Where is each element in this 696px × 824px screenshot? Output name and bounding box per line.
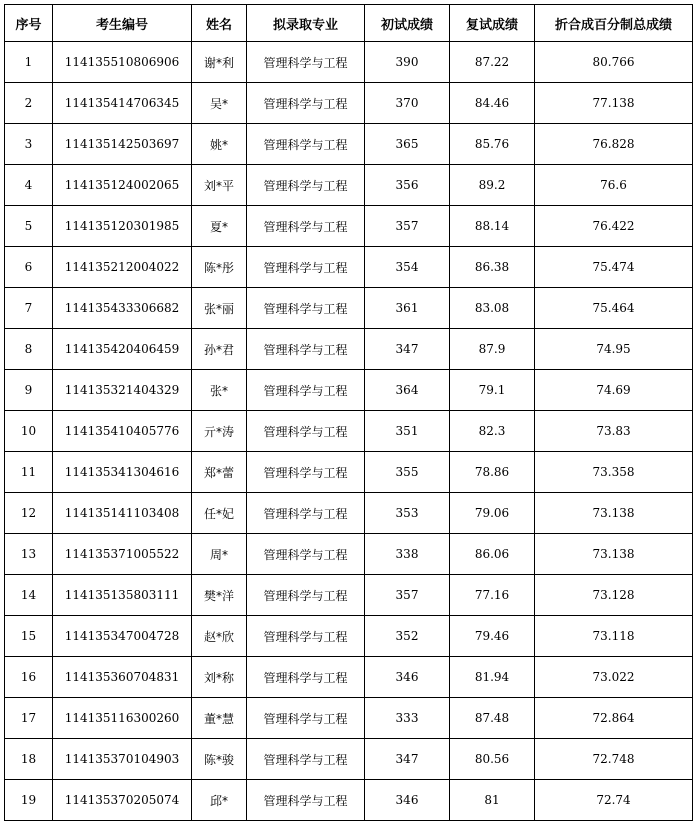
cell-total-score: 73.128 (535, 575, 693, 616)
table-row (5, 493, 693, 534)
cell-retest-score: 82.3 (450, 411, 535, 452)
cell-total-score: 73.138 (535, 493, 693, 534)
cell-initial-score: 357 (365, 206, 450, 247)
cell-seq: 3 (5, 124, 53, 165)
cell-name: 周* (192, 534, 247, 575)
cell-total-score: 72.74 (535, 780, 693, 821)
cell-initial-score: 361 (365, 288, 450, 329)
cell-total-score: 74.69 (535, 370, 693, 411)
cell-major: 管理科学与工程 (247, 534, 365, 575)
cell-candidate-id: 114135360704831 (53, 657, 192, 698)
cell-candidate-id: 114135371005522 (53, 534, 192, 575)
cell-candidate-id: 114135321404329 (53, 370, 192, 411)
cell-retest-score: 83.08 (450, 288, 535, 329)
cell-retest-score: 80.56 (450, 739, 535, 780)
cell-total-score: 73.118 (535, 616, 693, 657)
cell-candidate-id: 114135347004728 (53, 616, 192, 657)
table-body (5, 42, 693, 821)
cell-name: 陈*彤 (192, 247, 247, 288)
cell-name: 邱* (192, 780, 247, 821)
cell-initial-score: 352 (365, 616, 450, 657)
cell-initial-score: 351 (365, 411, 450, 452)
cell-major: 管理科学与工程 (247, 370, 365, 411)
cell-name: 赵*欣 (192, 616, 247, 657)
cell-candidate-id: 114135142503697 (53, 124, 192, 165)
cell-retest-score: 87.9 (450, 329, 535, 370)
cell-major: 管理科学与工程 (247, 165, 365, 206)
cell-candidate-id: 114135414706345 (53, 83, 192, 124)
cell-initial-score: 354 (365, 247, 450, 288)
table-row (5, 247, 693, 288)
cell-initial-score: 346 (365, 657, 450, 698)
cell-retest-score: 84.46 (450, 83, 535, 124)
cell-retest-score: 79.06 (450, 493, 535, 534)
cell-name: 张* (192, 370, 247, 411)
cell-major: 管理科学与工程 (247, 411, 365, 452)
cell-initial-score: 355 (365, 452, 450, 493)
cell-retest-score: 89.2 (450, 165, 535, 206)
cell-total-score: 76.422 (535, 206, 693, 247)
table-row (5, 42, 693, 83)
table-row (5, 83, 693, 124)
cell-candidate-id: 114135370104903 (53, 739, 192, 780)
cell-seq: 6 (5, 247, 53, 288)
cell-total-score: 80.766 (535, 42, 693, 83)
header-initial-score: 初试成绩 (365, 5, 450, 42)
cell-major: 管理科学与工程 (247, 247, 365, 288)
cell-seq: 16 (5, 657, 53, 698)
table-row (5, 780, 693, 821)
cell-name: 刘*称 (192, 657, 247, 698)
cell-major: 管理科学与工程 (247, 739, 365, 780)
cell-total-score: 75.474 (535, 247, 693, 288)
cell-major: 管理科学与工程 (247, 493, 365, 534)
cell-total-score: 72.864 (535, 698, 693, 739)
cell-name: 刘*平 (192, 165, 247, 206)
cell-name: 姚* (192, 124, 247, 165)
cell-name: 陈*骏 (192, 739, 247, 780)
cell-initial-score: 364 (365, 370, 450, 411)
cell-retest-score: 85.76 (450, 124, 535, 165)
cell-retest-score: 78.86 (450, 452, 535, 493)
cell-name: 张*丽 (192, 288, 247, 329)
cell-seq: 5 (5, 206, 53, 247)
cell-retest-score: 86.38 (450, 247, 535, 288)
table-row (5, 616, 693, 657)
cell-total-score: 76.6 (535, 165, 693, 206)
cell-initial-score: 365 (365, 124, 450, 165)
cell-major: 管理科学与工程 (247, 698, 365, 739)
cell-major: 管理科学与工程 (247, 452, 365, 493)
cell-seq: 19 (5, 780, 53, 821)
cell-name: 郑*蕾 (192, 452, 247, 493)
cell-candidate-id: 114135433306682 (53, 288, 192, 329)
cell-major: 管理科学与工程 (247, 206, 365, 247)
cell-total-score: 76.828 (535, 124, 693, 165)
cell-initial-score: 347 (365, 329, 450, 370)
cell-seq: 10 (5, 411, 53, 452)
cell-retest-score: 79.1 (450, 370, 535, 411)
cell-major: 管理科学与工程 (247, 575, 365, 616)
cell-total-score: 72.748 (535, 739, 693, 780)
cell-initial-score: 356 (365, 165, 450, 206)
cell-candidate-id: 114135370205074 (53, 780, 192, 821)
cell-seq: 7 (5, 288, 53, 329)
table-row (5, 698, 693, 739)
cell-retest-score: 81.94 (450, 657, 535, 698)
cell-name: 孙*君 (192, 329, 247, 370)
cell-candidate-id: 114135124002065 (53, 165, 192, 206)
header-name: 姓名 (192, 5, 247, 42)
cell-seq: 17 (5, 698, 53, 739)
cell-name: 亓*涛 (192, 411, 247, 452)
table-row (5, 534, 693, 575)
cell-seq: 13 (5, 534, 53, 575)
cell-candidate-id: 114135341304616 (53, 452, 192, 493)
cell-candidate-id: 114135410405776 (53, 411, 192, 452)
cell-total-score: 73.83 (535, 411, 693, 452)
cell-retest-score: 81 (450, 780, 535, 821)
cell-seq: 12 (5, 493, 53, 534)
table-row (5, 288, 693, 329)
header-seq: 序号 (5, 5, 53, 42)
cell-initial-score: 338 (365, 534, 450, 575)
cell-seq: 18 (5, 739, 53, 780)
cell-major: 管理科学与工程 (247, 780, 365, 821)
cell-seq: 8 (5, 329, 53, 370)
cell-total-score: 77.138 (535, 83, 693, 124)
cell-candidate-id: 114135116300260 (53, 698, 192, 739)
cell-retest-score: 87.22 (450, 42, 535, 83)
table-row (5, 206, 693, 247)
table-row (5, 411, 693, 452)
cell-name: 任*妃 (192, 493, 247, 534)
cell-retest-score: 77.16 (450, 575, 535, 616)
header-row (5, 5, 693, 42)
header-major: 拟录取专业 (247, 5, 365, 42)
cell-candidate-id: 114135141103408 (53, 493, 192, 534)
admission-results-table (4, 4, 693, 821)
cell-candidate-id: 114135135803111 (53, 575, 192, 616)
cell-seq: 4 (5, 165, 53, 206)
header-total-score: 折合成百分制总成绩 (535, 5, 693, 42)
cell-seq: 15 (5, 616, 53, 657)
cell-candidate-id: 114135420406459 (53, 329, 192, 370)
cell-name: 吴* (192, 83, 247, 124)
cell-total-score: 73.022 (535, 657, 693, 698)
cell-candidate-id: 114135120301985 (53, 206, 192, 247)
cell-retest-score: 86.06 (450, 534, 535, 575)
cell-initial-score: 357 (365, 575, 450, 616)
cell-major: 管理科学与工程 (247, 616, 365, 657)
cell-total-score: 73.138 (535, 534, 693, 575)
cell-name: 董*慧 (192, 698, 247, 739)
table-row (5, 370, 693, 411)
cell-seq: 2 (5, 83, 53, 124)
cell-name: 谢*利 (192, 42, 247, 83)
cell-retest-score: 88.14 (450, 206, 535, 247)
cell-retest-score: 87.48 (450, 698, 535, 739)
cell-initial-score: 353 (365, 493, 450, 534)
table-row (5, 575, 693, 616)
cell-total-score: 73.358 (535, 452, 693, 493)
cell-major: 管理科学与工程 (247, 83, 365, 124)
cell-initial-score: 346 (365, 780, 450, 821)
cell-initial-score: 370 (365, 83, 450, 124)
header-retest-score: 复试成绩 (450, 5, 535, 42)
cell-candidate-id: 114135510806906 (53, 42, 192, 83)
table-row (5, 165, 693, 206)
cell-major: 管理科学与工程 (247, 288, 365, 329)
cell-major: 管理科学与工程 (247, 124, 365, 165)
cell-major: 管理科学与工程 (247, 329, 365, 370)
cell-initial-score: 390 (365, 42, 450, 83)
cell-candidate-id: 114135212004022 (53, 247, 192, 288)
cell-seq: 14 (5, 575, 53, 616)
cell-major: 管理科学与工程 (247, 657, 365, 698)
cell-initial-score: 333 (365, 698, 450, 739)
cell-major: 管理科学与工程 (247, 42, 365, 83)
cell-total-score: 74.95 (535, 329, 693, 370)
cell-seq: 11 (5, 452, 53, 493)
table-row (5, 452, 693, 493)
table-row (5, 329, 693, 370)
cell-name: 夏* (192, 206, 247, 247)
cell-name: 樊*洋 (192, 575, 247, 616)
header-candidate-id: 考生编号 (53, 5, 192, 42)
table-row (5, 739, 693, 780)
cell-seq: 9 (5, 370, 53, 411)
cell-seq: 1 (5, 42, 53, 83)
table-row (5, 657, 693, 698)
table-row (5, 124, 693, 165)
cell-retest-score: 79.46 (450, 616, 535, 657)
cell-total-score: 75.464 (535, 288, 693, 329)
cell-initial-score: 347 (365, 739, 450, 780)
